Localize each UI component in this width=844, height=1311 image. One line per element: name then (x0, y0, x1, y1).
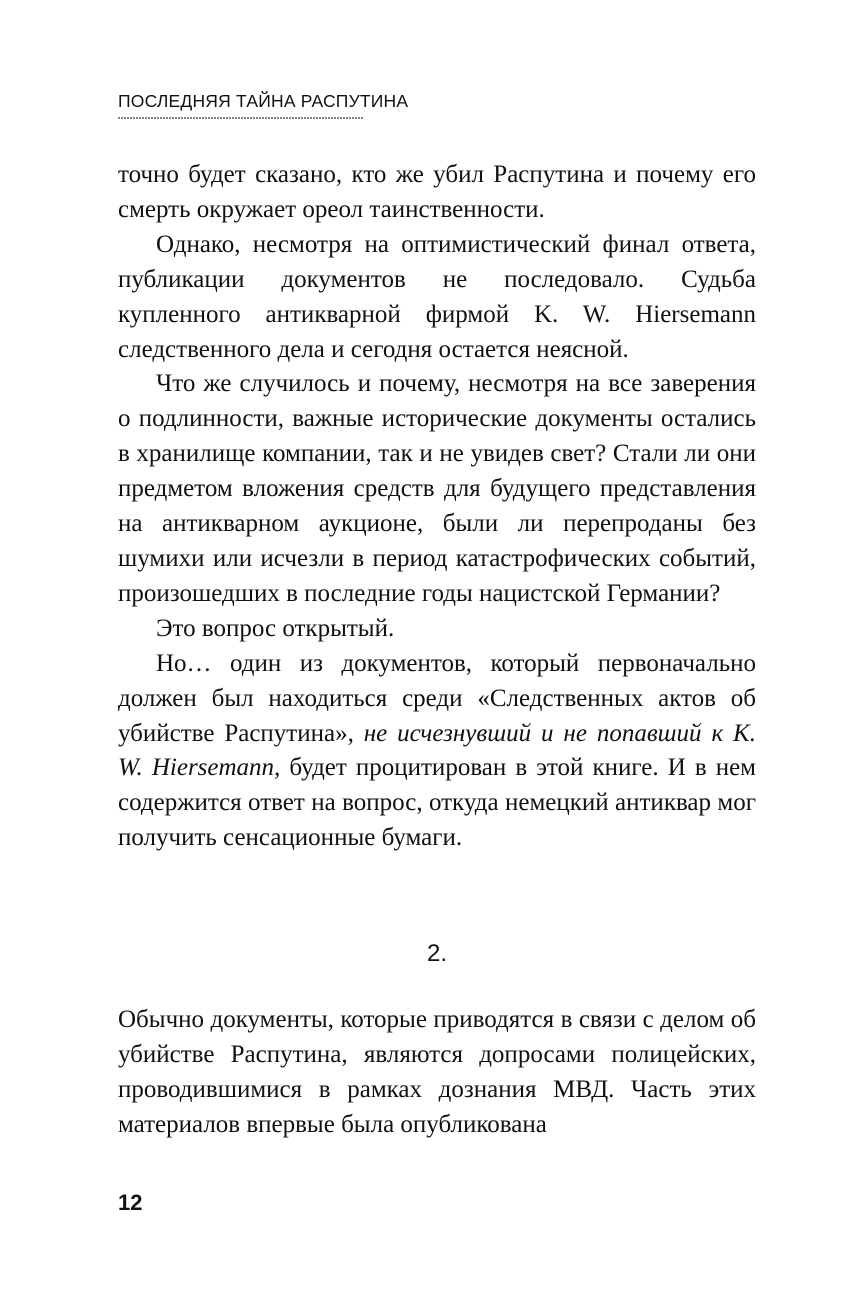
running-title: ПОСЛЕДНЯЯ ТАЙНА РАСПУТИНА (118, 91, 409, 111)
section-text (118, 1003, 756, 1143)
main-text (118, 158, 756, 856)
paragraph-text: будет процитирован в этой книге. И в нем содержится ответ на вопрос, откуда немецкий антиквар мог получить сенсационные бумаги. (118, 754, 756, 852)
paragraph-text: Но… один из документов, который первоначально должен был находиться среди «Следственных актов об убийстве Распутина», (118, 649, 756, 747)
header-rule (118, 117, 364, 119)
paragraph: Что же случилось и почему, несмотря на все заверения о подлинности, важные исторические документы остались в хранилище компании, так и не увидев свет? Стали ли они предметом вложения средств для будущего представления на антикварном аукционе, были ли перепроданы без шумихи или исчезли в период катастрофических событий, произошедших в последние годы нацистской Германии? (118, 370, 756, 607)
page-number: 12 (118, 1190, 143, 1215)
section-number: 2. (426, 940, 447, 967)
paragraph: Это вопрос открытый. (156, 614, 395, 642)
paragraph-continuation: точно будет сказано, кто же убил Распутина и почему его смерть окружает ореол таинственности. (118, 161, 756, 223)
paragraph (118, 647, 756, 856)
paragraph: Однако, несмотря на оптимистический финал ответа, публикации документов не последовало. Судьба купленного антикварной фирмой K. W. Hiersemann следственного дела и сегодня остается неясной. (118, 230, 756, 363)
paragraph: Обычно документы, которые приводятся в связи с делом об убийстве Распутина, являются допросами полицейских, проводившимися в рамках дознания МВД. Часть этих материалов впервые была опубликована (118, 1006, 756, 1138)
italic-emphasis: не исчезнувший и не попавший к K. W. Hiersemann, (118, 719, 756, 782)
